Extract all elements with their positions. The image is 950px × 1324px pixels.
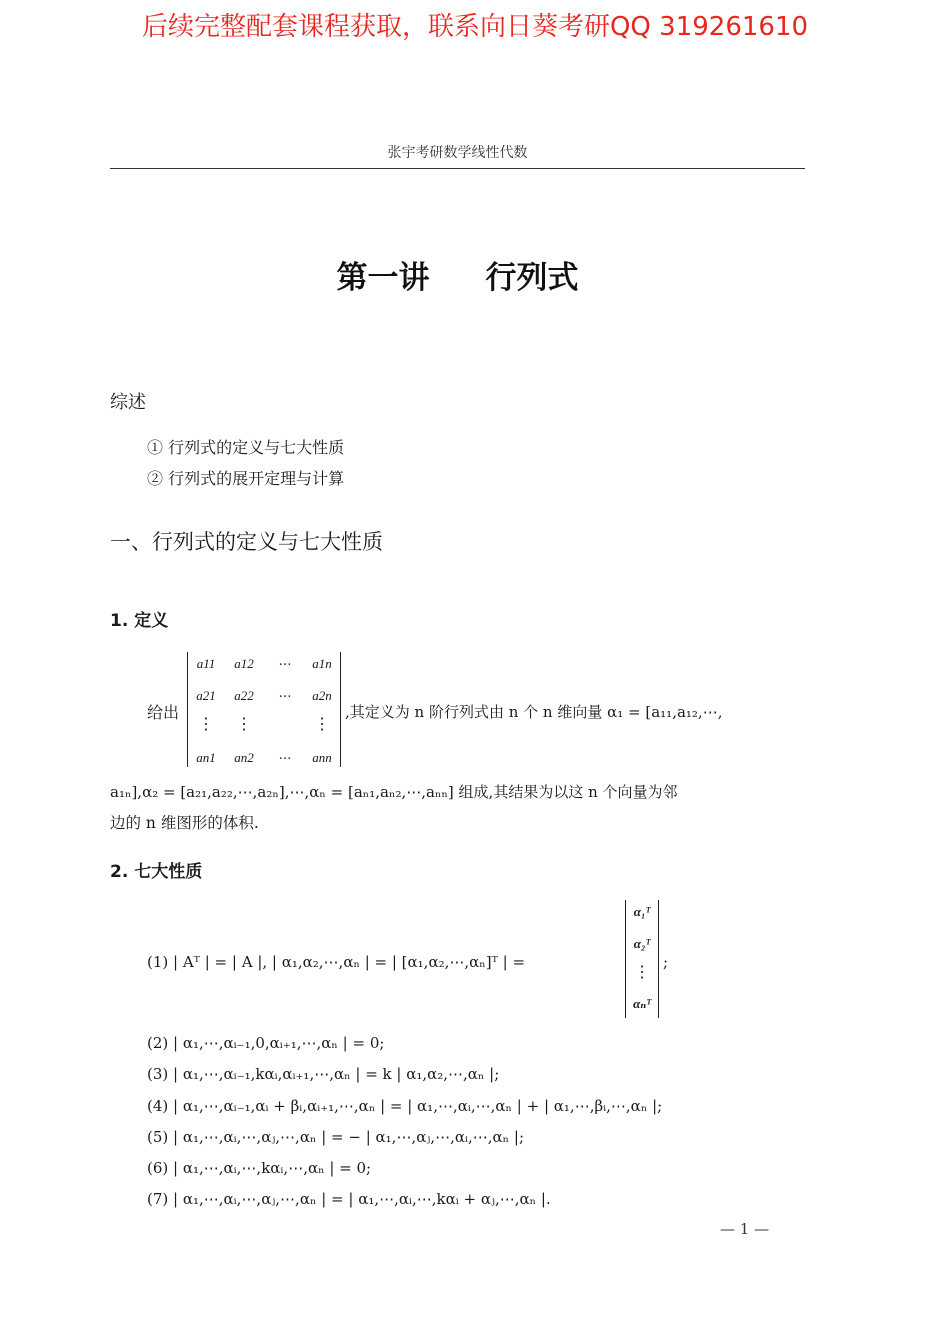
matrix-cell: a2n [312,688,332,703]
property-2: (2) | α₁,⋯,αᵢ₋₁,0,αᵢ₊₁,⋯,αₙ | = 0; [147,1034,385,1052]
matrix-cell: ⋮ [198,714,214,733]
promo-banner: 后续完整配套课程获取，联系向日葵考研QQ 319261610 [141,12,809,42]
definition-text-line2: a₁ₙ],α₂ = [a₂₁,a₂₂,⋯,a₂ₙ],⋯,αₙ = [aₙ₁,aₙ₂,⋯,aₙₙ] 组成,其结果为以这 n 个向量为邻 [110,783,678,801]
matrix-cell: … [278,748,292,763]
chapter-label: 第一讲 [336,260,430,296]
matrix-cell: ⋮ [314,714,330,733]
matrix-cell: an1 [196,750,216,765]
matrix-cell: a22 [234,688,254,703]
matrix-cell: an2 [234,750,254,765]
properties-heading: 2. 七大性质 [110,862,203,882]
matrix-cell: a21 [196,688,216,703]
page-number: — 1 — [720,1220,770,1238]
definition-heading: 1. 定义 [110,611,169,631]
property-1: (1) | Aᵀ | = | A |, | α₁,α₂,⋯,αₙ | = | [α₁,α₂,⋯,αₙ]ᵀ | = [147,953,526,971]
matrix-cell: ann [312,750,332,765]
matrix-cell: ⋮ [236,714,252,733]
section-heading: 一、行列式的定义与七大性质 [110,530,383,554]
definition-lead: 给出 [147,703,180,722]
summary-item: ① 行列式的定义与七大性质 [147,438,345,457]
summary-item: ② 行列式的展开定理与计算 [147,469,345,488]
column-entry: α₂ᵀ [633,936,651,951]
matrix-cell: … [278,654,292,669]
property-6: (6) | α₁,⋯,αᵢ,⋯,kαᵢ,⋯,αₙ | = 0; [147,1159,372,1177]
matrix-cell: … [278,686,292,701]
matrix-cell: a12 [234,656,254,671]
header-rule [110,168,805,169]
chapter-name: 行列式 [485,260,579,296]
column-entry: αₙᵀ [633,996,651,1011]
column-entry: α₁ᵀ [633,904,651,919]
property-7: (7) | α₁,⋯,αᵢ,⋯,αⱼ,⋯,αₙ | = | α₁,⋯,αᵢ,⋯,kαᵢ + αⱼ,⋯,αₙ |. [147,1190,551,1208]
definition-text-line3: 边的 n 维图形的体积. [110,814,259,832]
matrix-cell: a1n [312,656,332,671]
transpose-column-determinant [625,900,659,1018]
column-entry: ⋮ [634,962,650,981]
property-1-end: ; [663,953,669,971]
property-5: (5) | α₁,⋯,αᵢ,⋯,αⱼ,⋯,αₙ | = − | α₁,⋯,αⱼ,⋯,αᵢ,⋯,αₙ |; [147,1128,525,1146]
property-4: (4) | α₁,⋯,αᵢ₋₁,αᵢ + βᵢ,αᵢ₊₁,⋯,αₙ | = | α₁,⋯,αᵢ,⋯,αₙ | + | α₁,⋯,βᵢ,⋯,αₙ |; [147,1097,663,1115]
definition-text-line1: ,其定义为 n 阶行列式由 n 个 n 维向量 α₁ = [a₁₁,a₁₂,⋯, [345,703,723,721]
matrix-cell: a11 [196,656,216,671]
summary-heading: 综述 [110,392,146,413]
chapter-title [0,252,915,297]
running-header: 张宇考研数学线性代数 [387,145,528,161]
property-3: (3) | α₁,⋯,αᵢ₋₁,kαᵢ,αᵢ₊₁,⋯,αₙ | = k | α₁,α₂,⋯,αₙ |; [147,1065,500,1083]
determinant-matrix [187,652,341,767]
